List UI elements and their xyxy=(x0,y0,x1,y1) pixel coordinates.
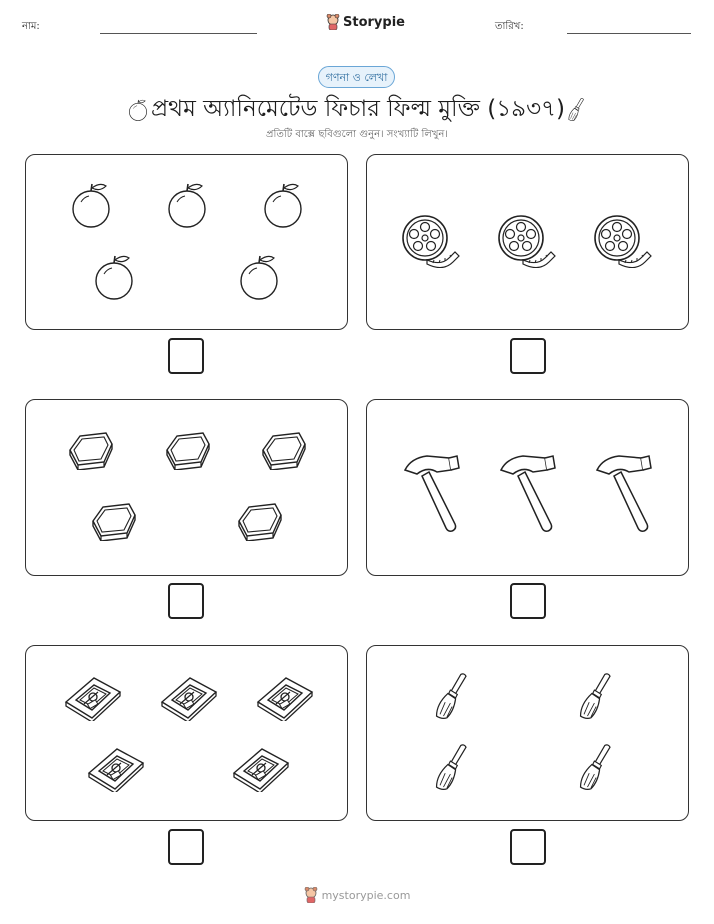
answer-box[interactable] xyxy=(510,583,546,619)
film-reel-icon xyxy=(589,212,655,268)
coffin-icon xyxy=(163,430,213,470)
hammer-icon xyxy=(497,452,561,532)
paintbrush-icon xyxy=(430,742,476,794)
answer-box[interactable] xyxy=(168,583,204,619)
mousetrap-icon xyxy=(232,744,290,792)
orange-icon xyxy=(92,252,136,302)
answer-box[interactable] xyxy=(168,338,204,374)
counting-box-hammers xyxy=(366,399,689,576)
counting-box-oranges xyxy=(25,154,348,330)
orange-icon xyxy=(69,180,113,230)
topic-badge: গণনা ও লেখা xyxy=(318,66,395,88)
footer-url[interactable]: mystorypie.com xyxy=(321,888,411,902)
paintbrush-icon xyxy=(430,671,476,723)
counting-box-film-reels xyxy=(366,154,689,330)
mousetrap-icon xyxy=(87,744,145,792)
paintbrush-icon xyxy=(574,742,620,794)
mousetrap-icon xyxy=(256,673,314,721)
coffin-icon xyxy=(259,430,309,470)
film-reel-icon xyxy=(493,212,559,268)
hammer-icon xyxy=(401,452,465,532)
mousetrap-icon xyxy=(64,673,122,721)
orange-icon xyxy=(127,98,149,122)
coffin-icon xyxy=(66,430,116,470)
orange-icon xyxy=(261,180,305,230)
date-field-line[interactable] xyxy=(567,33,691,34)
page-title-text: প্রথম অ্যানিমেটেড ফিচার ফিল্ম মুক্তি (১৯৩৭) xyxy=(151,96,565,122)
answer-box[interactable] xyxy=(510,338,546,374)
logo-text: Storypie xyxy=(343,14,405,30)
footer xyxy=(0,887,714,903)
paintbrush-icon xyxy=(574,671,620,723)
storypie-logo xyxy=(326,14,405,30)
paintbrush-icon xyxy=(567,97,587,123)
counting-box-paintbrushes xyxy=(366,645,689,821)
date-label: তারিখ: xyxy=(495,21,524,32)
name-label: নাম: xyxy=(22,21,40,32)
answer-box[interactable] xyxy=(510,829,546,865)
mascot-icon xyxy=(304,887,318,903)
mousetrap-icon xyxy=(160,673,218,721)
film-reel-icon xyxy=(397,212,463,268)
counting-box-mousetraps xyxy=(25,645,348,821)
name-field-line[interactable] xyxy=(100,33,257,34)
orange-icon xyxy=(165,180,209,230)
coffin-icon xyxy=(89,501,139,541)
mascot-icon xyxy=(326,14,340,30)
orange-icon xyxy=(237,252,281,302)
answer-box[interactable] xyxy=(168,829,204,865)
hammer-icon xyxy=(593,452,657,532)
page-title xyxy=(0,90,714,129)
coffin-icon xyxy=(235,501,285,541)
instructions: প্রতিটি বাক্সে ছবিগুলো গুনুন। সংখ্যাটি লিখুন। xyxy=(266,129,448,140)
counting-box-coffins xyxy=(25,399,348,576)
